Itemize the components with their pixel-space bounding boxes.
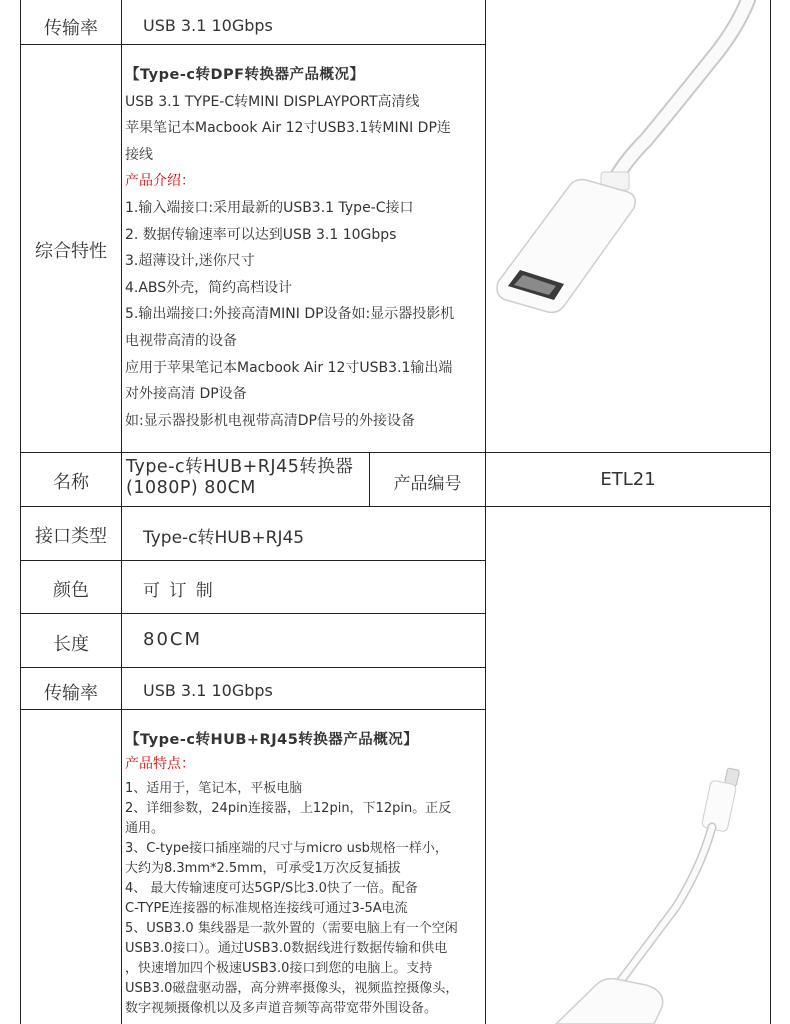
features-label: 综合特性 [35, 241, 107, 262]
feature-line: C-TYPE连接器的标准规格连接线可通过3-5A电流 [125, 901, 408, 916]
length-value: 80CM [143, 629, 203, 650]
table-rule [20, 452, 771, 453]
table-rule [20, 44, 486, 45]
feature-line: 通用。 [125, 821, 165, 836]
transfer-rate-label: 传输率 [44, 683, 98, 704]
transfer-rate-value: USB 3.1 10Gbps [143, 16, 273, 35]
description-line: USB 3.1 TYPE-C转MINI DISPLAYPORT高清线 [125, 93, 420, 110]
table-border-right [770, 0, 771, 1024]
feature-line: 3、C-type接口插座端的尺寸与micro usb规格一样小， [125, 841, 448, 856]
feature-label: 产品特点： [125, 756, 195, 772]
feature-line: 2、详细参数，24pin连接器，上12pin，下12pin。正反 [125, 801, 452, 816]
product-code-value: ETL21 [600, 469, 656, 490]
intro-label: 产品介绍： [125, 173, 195, 190]
color-label: 颜色 [53, 580, 89, 601]
intro-line: 2. 数据传输速率可以达到USB 3.1 10Gbps [125, 226, 397, 243]
intro-line: 电视带高清的设备 [125, 332, 237, 349]
feature-line: 数字视频摄像机以及多声道音频等高带宽带外围设备。 [125, 1001, 438, 1016]
product-description [125, 729, 483, 1019]
feature-line: 1、适用于，笔记本，平板电脑 [125, 781, 303, 796]
product-image-dp-adapter [486, 0, 770, 452]
transfer-rate-value: USB 3.1 10Gbps [143, 681, 273, 700]
table-border-left [20, 0, 21, 1024]
color-value: 可 订 制 [143, 581, 215, 601]
table-rule [20, 560, 486, 561]
transfer-rate-label: 传输率 [44, 18, 98, 39]
description-title: 【Type-c转DPF转换器产品概况】 [125, 67, 365, 83]
intro-line: 3.超薄设计,迷你尺寸 [125, 253, 255, 270]
product-description [125, 62, 483, 434]
intro-line: 5.输出端接口:外接高清MINI DP设备如:显示器投影机 [125, 306, 455, 323]
description-title: 【Type-c转HUB+RJ45转换器产品概况】 [125, 732, 419, 748]
feature-line: USB3.0磁盘驱动器，高分辨率摄像头，视频监控摄像头， [125, 981, 459, 996]
feature-line: 4、 最大传输速度可达5GP/S比3.0快了一倍。配备 [125, 881, 418, 896]
description-line: 苹果笔记本Macbook Air 12寸USB3.1转MINI DP连 [125, 120, 451, 137]
interface-type-value: Type-c转HUB+RJ45 [143, 528, 305, 548]
product-image-hub-adapter [486, 507, 770, 1024]
table-rule [20, 709, 486, 710]
length-label: 长度 [53, 634, 89, 655]
intro-line: 4.ABS外壳，简约高档设计 [125, 279, 293, 296]
description-line: 接线 [125, 146, 153, 163]
feature-line: USB3.0接口）。通过USB3.0数据线进行数据传输和供电 [125, 941, 448, 956]
product-name-line: Type-c转HUB+RJ45转换器 [126, 457, 354, 477]
feature-line: 大约为8.3mm*2.5mm，可承受1万次反复插拔 [125, 861, 401, 876]
product-name-line: (1080P) 80CM [126, 478, 256, 498]
table-rule [20, 667, 486, 668]
intro-line: 1.输入端接口:采用最新的USB3.1 Type-C接口 [125, 199, 414, 216]
interface-type-label: 接口类型 [35, 526, 107, 547]
feature-line: ，快速增加四个极速USB3.0接口到您的电脑上。支持 [125, 961, 433, 976]
intro-line: 应用于苹果笔记本Macbook Air 12寸USB3.1输出端 [125, 359, 453, 376]
product-name-value [126, 457, 353, 499]
table-rule [20, 613, 486, 614]
product-code-label: 产品编号 [393, 474, 462, 494]
feature-line: 5、USB3.0 集线器是一款外置的（需要电脑上有一个空闲 [125, 921, 458, 936]
intro-line: 如:显示器投影机电视带高清DP信号的外接设备 [125, 412, 415, 429]
name-label: 名称 [53, 472, 89, 493]
intro-line: 对外接高清 DP设备 [125, 386, 247, 403]
table-divider [121, 0, 122, 1024]
